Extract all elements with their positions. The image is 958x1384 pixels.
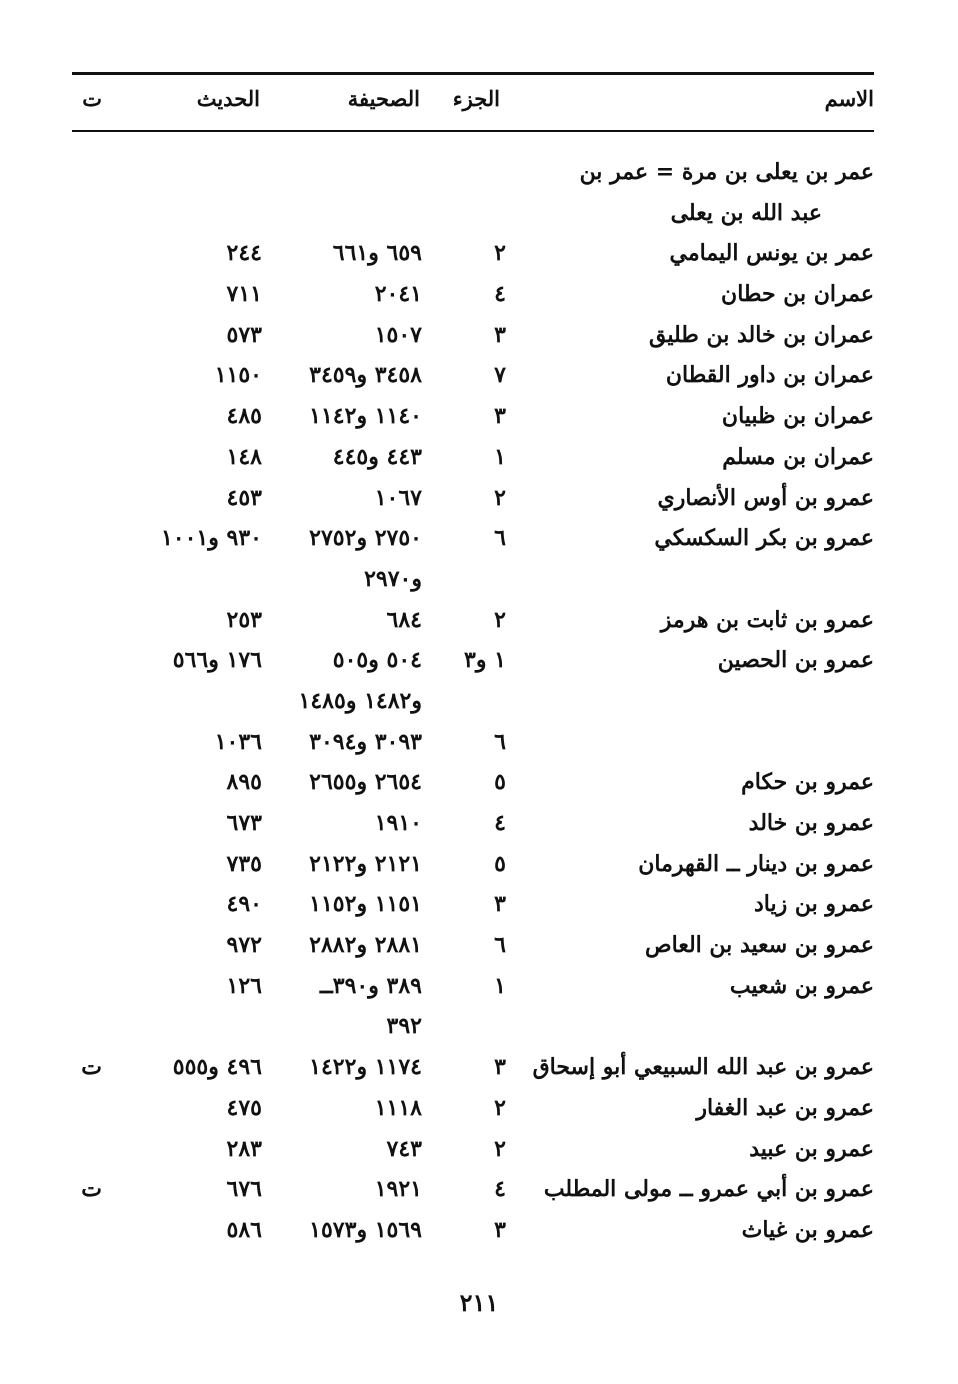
- cell-volume: ٦: [494, 728, 506, 755]
- cell-hadith: ٤٥٣: [226, 484, 262, 511]
- cell-hadith: ٥٨٦: [226, 1216, 262, 1243]
- cell-hadith: ٥٧٣: [226, 321, 262, 348]
- cell-volume: ٤: [494, 1176, 506, 1203]
- cell-page: ٢٧٥٠ و٢٧٥٢: [309, 525, 422, 552]
- cell-name: عمرو بن بكر السكسكي: [654, 525, 874, 552]
- table-row: [0, 193, 958, 234]
- cell-page: ١١٧٤ و١٤٢٢: [309, 1054, 422, 1081]
- cell-page: ١٩٢١: [374, 1176, 422, 1203]
- table-row: [0, 152, 958, 193]
- cell-volume: ٢: [494, 484, 506, 511]
- table-row: [0, 600, 958, 641]
- table-row: [0, 233, 958, 274]
- table-row: [0, 1210, 958, 1251]
- table-row: [0, 925, 958, 966]
- cell-page: ٢١٢١ و٢١٢٢: [309, 850, 422, 877]
- cell-hadith: ١٠٣٦: [214, 728, 262, 755]
- cell-name: عمرو بن أبي عمرو ــ مولى المطلب: [543, 1176, 874, 1203]
- index-table: [0, 152, 958, 1251]
- cell-volume: ٢: [494, 1094, 506, 1121]
- cell-page: ٣٠٩٣ و٣٠٩٤: [309, 728, 422, 755]
- header-bottom-rule: [72, 130, 874, 132]
- header-volume: الجزء: [452, 86, 500, 111]
- cell-hadith: ٧٣٥: [226, 850, 262, 877]
- table-row: [0, 722, 958, 763]
- table-row: [0, 681, 958, 722]
- cell-page: ١٠٦٧: [374, 484, 422, 511]
- cell-volume: ١: [494, 972, 506, 999]
- cell-page: ١٩١٠: [374, 810, 422, 836]
- cell-name: عمرو بن خالد: [748, 810, 874, 836]
- cell-volume: ٢: [494, 606, 506, 633]
- header-name: الاسم: [824, 86, 874, 111]
- cell-name: عمر بن يعلى بن مرة = عمر بن: [579, 159, 874, 185]
- cell-page: ١٥٦٩ و١٥٧٣: [309, 1216, 422, 1243]
- cell-page: ٣٩٢: [386, 1013, 422, 1040]
- cell-page: ٢٠٤١: [374, 281, 422, 308]
- cell-page: ٣٨٩ و٣٩٠ــ: [319, 972, 422, 999]
- table-row: [0, 1006, 958, 1047]
- cell-name: عمرو بن شعيب: [729, 972, 874, 999]
- cell-page: ٧٤٣: [386, 1135, 422, 1162]
- cell-volume: ١: [494, 443, 506, 470]
- cell-t: ت: [81, 1176, 102, 1203]
- cell-hadith: ٢٥٣: [226, 606, 262, 633]
- cell-page: و١٤٨٢ و١٤٨٥: [298, 687, 422, 714]
- table-row: [0, 844, 958, 885]
- cell-name: عمران بن داور القطان: [665, 362, 874, 389]
- cell-hadith: ٩٣٠ و١٠٠١: [160, 525, 262, 552]
- cell-name: عبد الله بن يعلى: [670, 199, 822, 226]
- cell-name: عمرو بن عبيد: [749, 1135, 874, 1162]
- cell-hadith: ٩٧٢: [226, 932, 262, 959]
- cell-name: عمرو بن سعيد بن العاص: [645, 932, 874, 959]
- cell-t: ت: [81, 1054, 102, 1081]
- cell-page: ١١٥١ و١١٥٢: [309, 891, 422, 918]
- cell-hadith: ٦٧٦: [226, 1176, 262, 1203]
- cell-hadith: ٤٨٥: [226, 403, 262, 430]
- cell-volume: ٣: [494, 891, 506, 918]
- cell-name: عمرو بن غياث: [741, 1216, 874, 1243]
- table-row: [0, 762, 958, 803]
- cell-hadith: ٧١١: [226, 281, 262, 308]
- table-row: [0, 1088, 958, 1129]
- table-row: [0, 1047, 958, 1088]
- cell-name: عمرو بن عبد الغفار: [696, 1094, 874, 1121]
- cell-volume: ٢: [494, 1135, 506, 1162]
- table-row: [0, 315, 958, 356]
- table-row: [0, 1129, 958, 1170]
- table-row: [0, 1169, 958, 1210]
- cell-volume: ٦: [494, 525, 506, 552]
- cell-page: ٦٥٩ و٦٦١: [332, 240, 422, 267]
- cell-hadith: ١٤٨: [226, 443, 262, 470]
- table-row: [0, 518, 958, 559]
- cell-hadith: ٤٩٠: [226, 891, 262, 918]
- page-number: ٢١١: [459, 1288, 499, 1317]
- cell-name: عمرو بن أوس الأنصاري: [657, 484, 874, 511]
- header-page: الصحيفة: [347, 86, 420, 111]
- table-row: [0, 355, 958, 396]
- cell-volume: ٣: [494, 1054, 506, 1081]
- cell-page: ٥٠٤ و٥٠٥: [332, 647, 422, 674]
- cell-name: عمرو بن دينار ــ القهرمان: [638, 850, 874, 877]
- header-top-rule: [72, 72, 874, 75]
- cell-page: ٢٨٨١ و٢٨٨٢: [309, 932, 422, 959]
- cell-page: ٦٨٤: [386, 606, 422, 633]
- cell-name: عمرو بن زياد: [753, 891, 874, 918]
- table-row: [0, 640, 958, 681]
- cell-volume: ٥: [494, 850, 506, 877]
- cell-volume: ١ و٣: [464, 647, 506, 674]
- table-row: [0, 478, 958, 519]
- table-row: [0, 437, 958, 478]
- cell-page: ٤٤٣ و٤٤٥: [332, 443, 422, 470]
- cell-name: عمران بن خالد بن طليق: [649, 321, 874, 348]
- table-row: [0, 396, 958, 437]
- cell-volume: ٤: [494, 810, 506, 836]
- cell-volume: ٣: [494, 1216, 506, 1243]
- cell-page: ١٥٠٧: [374, 321, 422, 348]
- cell-name: عمران بن ظبيان: [721, 403, 874, 430]
- cell-page: ١١١٨: [374, 1094, 422, 1121]
- cell-name: عمرو بن الحصين: [717, 647, 874, 674]
- cell-volume: ٥: [494, 769, 506, 796]
- cell-volume: ٣: [494, 321, 506, 348]
- cell-page: ١١٤٠ و١١٤٢: [309, 403, 422, 430]
- cell-volume: ٢: [494, 240, 506, 267]
- cell-name: عمران بن حطان: [721, 281, 874, 308]
- header-hadith: الحديث: [196, 86, 260, 111]
- cell-name: عمران بن مسلم: [722, 443, 874, 470]
- cell-volume: ٤: [494, 281, 506, 308]
- cell-name: عمر بن يونس اليمامي: [669, 240, 874, 267]
- cell-hadith: ٦٧٣: [226, 810, 262, 836]
- cell-name: عمرو بن ثابت بن هرمز: [660, 606, 874, 633]
- cell-volume: ٣: [494, 403, 506, 430]
- table-row: [0, 274, 958, 315]
- header-t: ت: [82, 86, 102, 111]
- cell-hadith: ٤٧٥: [226, 1094, 262, 1121]
- cell-hadith: ١١٥٠: [214, 362, 262, 389]
- cell-hadith: ٤٩٦ و٥٥٥: [172, 1054, 262, 1081]
- cell-hadith: ٢٨٣: [226, 1135, 262, 1162]
- cell-hadith: ٨٩٥: [226, 769, 262, 796]
- table-row: [0, 559, 958, 600]
- table-row: [0, 803, 958, 844]
- table-row: [0, 966, 958, 1007]
- cell-name: عمرو بن عبد الله السبيعي أبو إسحاق: [532, 1054, 874, 1081]
- cell-hadith: ٢٤٤: [226, 240, 262, 267]
- table-row: [0, 884, 958, 925]
- cell-page: و٢٩٧٠: [364, 565, 422, 592]
- cell-page: ٣٤٥٨ و٣٤٥٩: [309, 362, 422, 389]
- cell-page: ٢٦٥٤ و٢٦٥٥: [309, 769, 422, 796]
- cell-volume: ٧: [494, 362, 506, 389]
- cell-hadith: ١٧٦ و٥٦٦: [172, 647, 262, 674]
- cell-name: عمرو بن حكام: [741, 769, 874, 796]
- cell-hadith: ١٢٦: [226, 972, 262, 999]
- cell-volume: ٦: [494, 932, 506, 959]
